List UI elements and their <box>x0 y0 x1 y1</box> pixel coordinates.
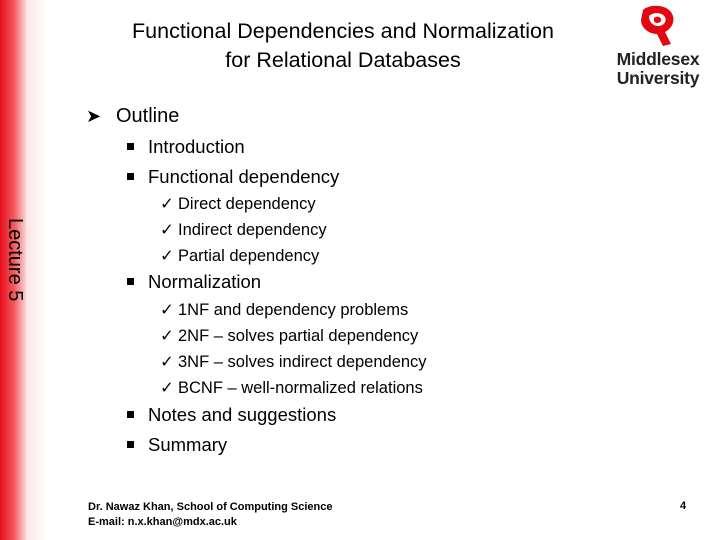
list-item-normalization: Normalization <box>127 271 261 293</box>
square-bullet-icon <box>127 278 134 285</box>
university-logo <box>610 4 706 100</box>
side-lecture-label <box>3 218 26 328</box>
arrow-bullet-icon: ➤ <box>86 106 102 126</box>
sub-item-1nf: ✓ 1NF and dependency problems <box>160 301 409 319</box>
list-item-summary: Summary <box>127 434 227 456</box>
sub-item-direct-dependency: ✓ Direct dependency <box>160 195 316 213</box>
footer <box>88 500 332 530</box>
page-number: 4 <box>680 500 687 512</box>
checkmark-icon: ✓ <box>160 195 174 213</box>
side-band-fade <box>26 0 48 540</box>
checkmark-icon: ✓ <box>160 327 174 345</box>
list-item-functional-dependency: Functional dependency <box>127 166 339 188</box>
title-line-2: for Relational Databases <box>225 48 461 72</box>
list-item-introduction: Introduction <box>127 136 245 158</box>
list-item-notes-and-suggestions: Notes and suggestions <box>127 404 336 426</box>
lecture-label-text: Lecture 5 <box>4 218 26 302</box>
checkmark-icon: ✓ <box>160 379 174 397</box>
sub-item-bcnf: ✓ BCNF – well-normalized relations <box>160 379 423 397</box>
sub-item-2nf: ✓ 2NF – solves partial dependency <box>160 327 419 345</box>
square-bullet-icon <box>127 441 134 448</box>
footer-email: E-mail: n.x.khan@mdx.ac.uk <box>88 516 237 528</box>
logo-text-university: University <box>616 68 700 88</box>
middlesex-university-logo-icon <box>635 4 681 50</box>
square-bullet-icon <box>127 411 134 418</box>
title-line-1: Functional Dependencies and Normalization <box>132 19 554 43</box>
slide-title <box>78 17 608 75</box>
checkmark-icon: ✓ <box>160 353 174 371</box>
outline-heading <box>86 105 179 128</box>
checkmark-icon: ✓ <box>160 247 174 265</box>
sub-item-indirect-dependency: ✓ Indirect dependency <box>160 221 327 239</box>
sub-item-partial-dependency: ✓ Partial dependency <box>160 247 320 265</box>
sub-item-3nf: ✓ 3NF – solves indirect dependency <box>160 353 427 371</box>
square-bullet-icon <box>127 143 134 150</box>
checkmark-icon: ✓ <box>160 301 174 319</box>
logo-text-middlesex: Middlesex <box>616 49 700 69</box>
outline-heading-text: Outline <box>116 105 180 127</box>
checkmark-icon: ✓ <box>160 221 174 239</box>
footer-author: Dr. Nawaz Khan, School of Computing Science <box>88 501 333 513</box>
square-bullet-icon <box>127 173 134 180</box>
